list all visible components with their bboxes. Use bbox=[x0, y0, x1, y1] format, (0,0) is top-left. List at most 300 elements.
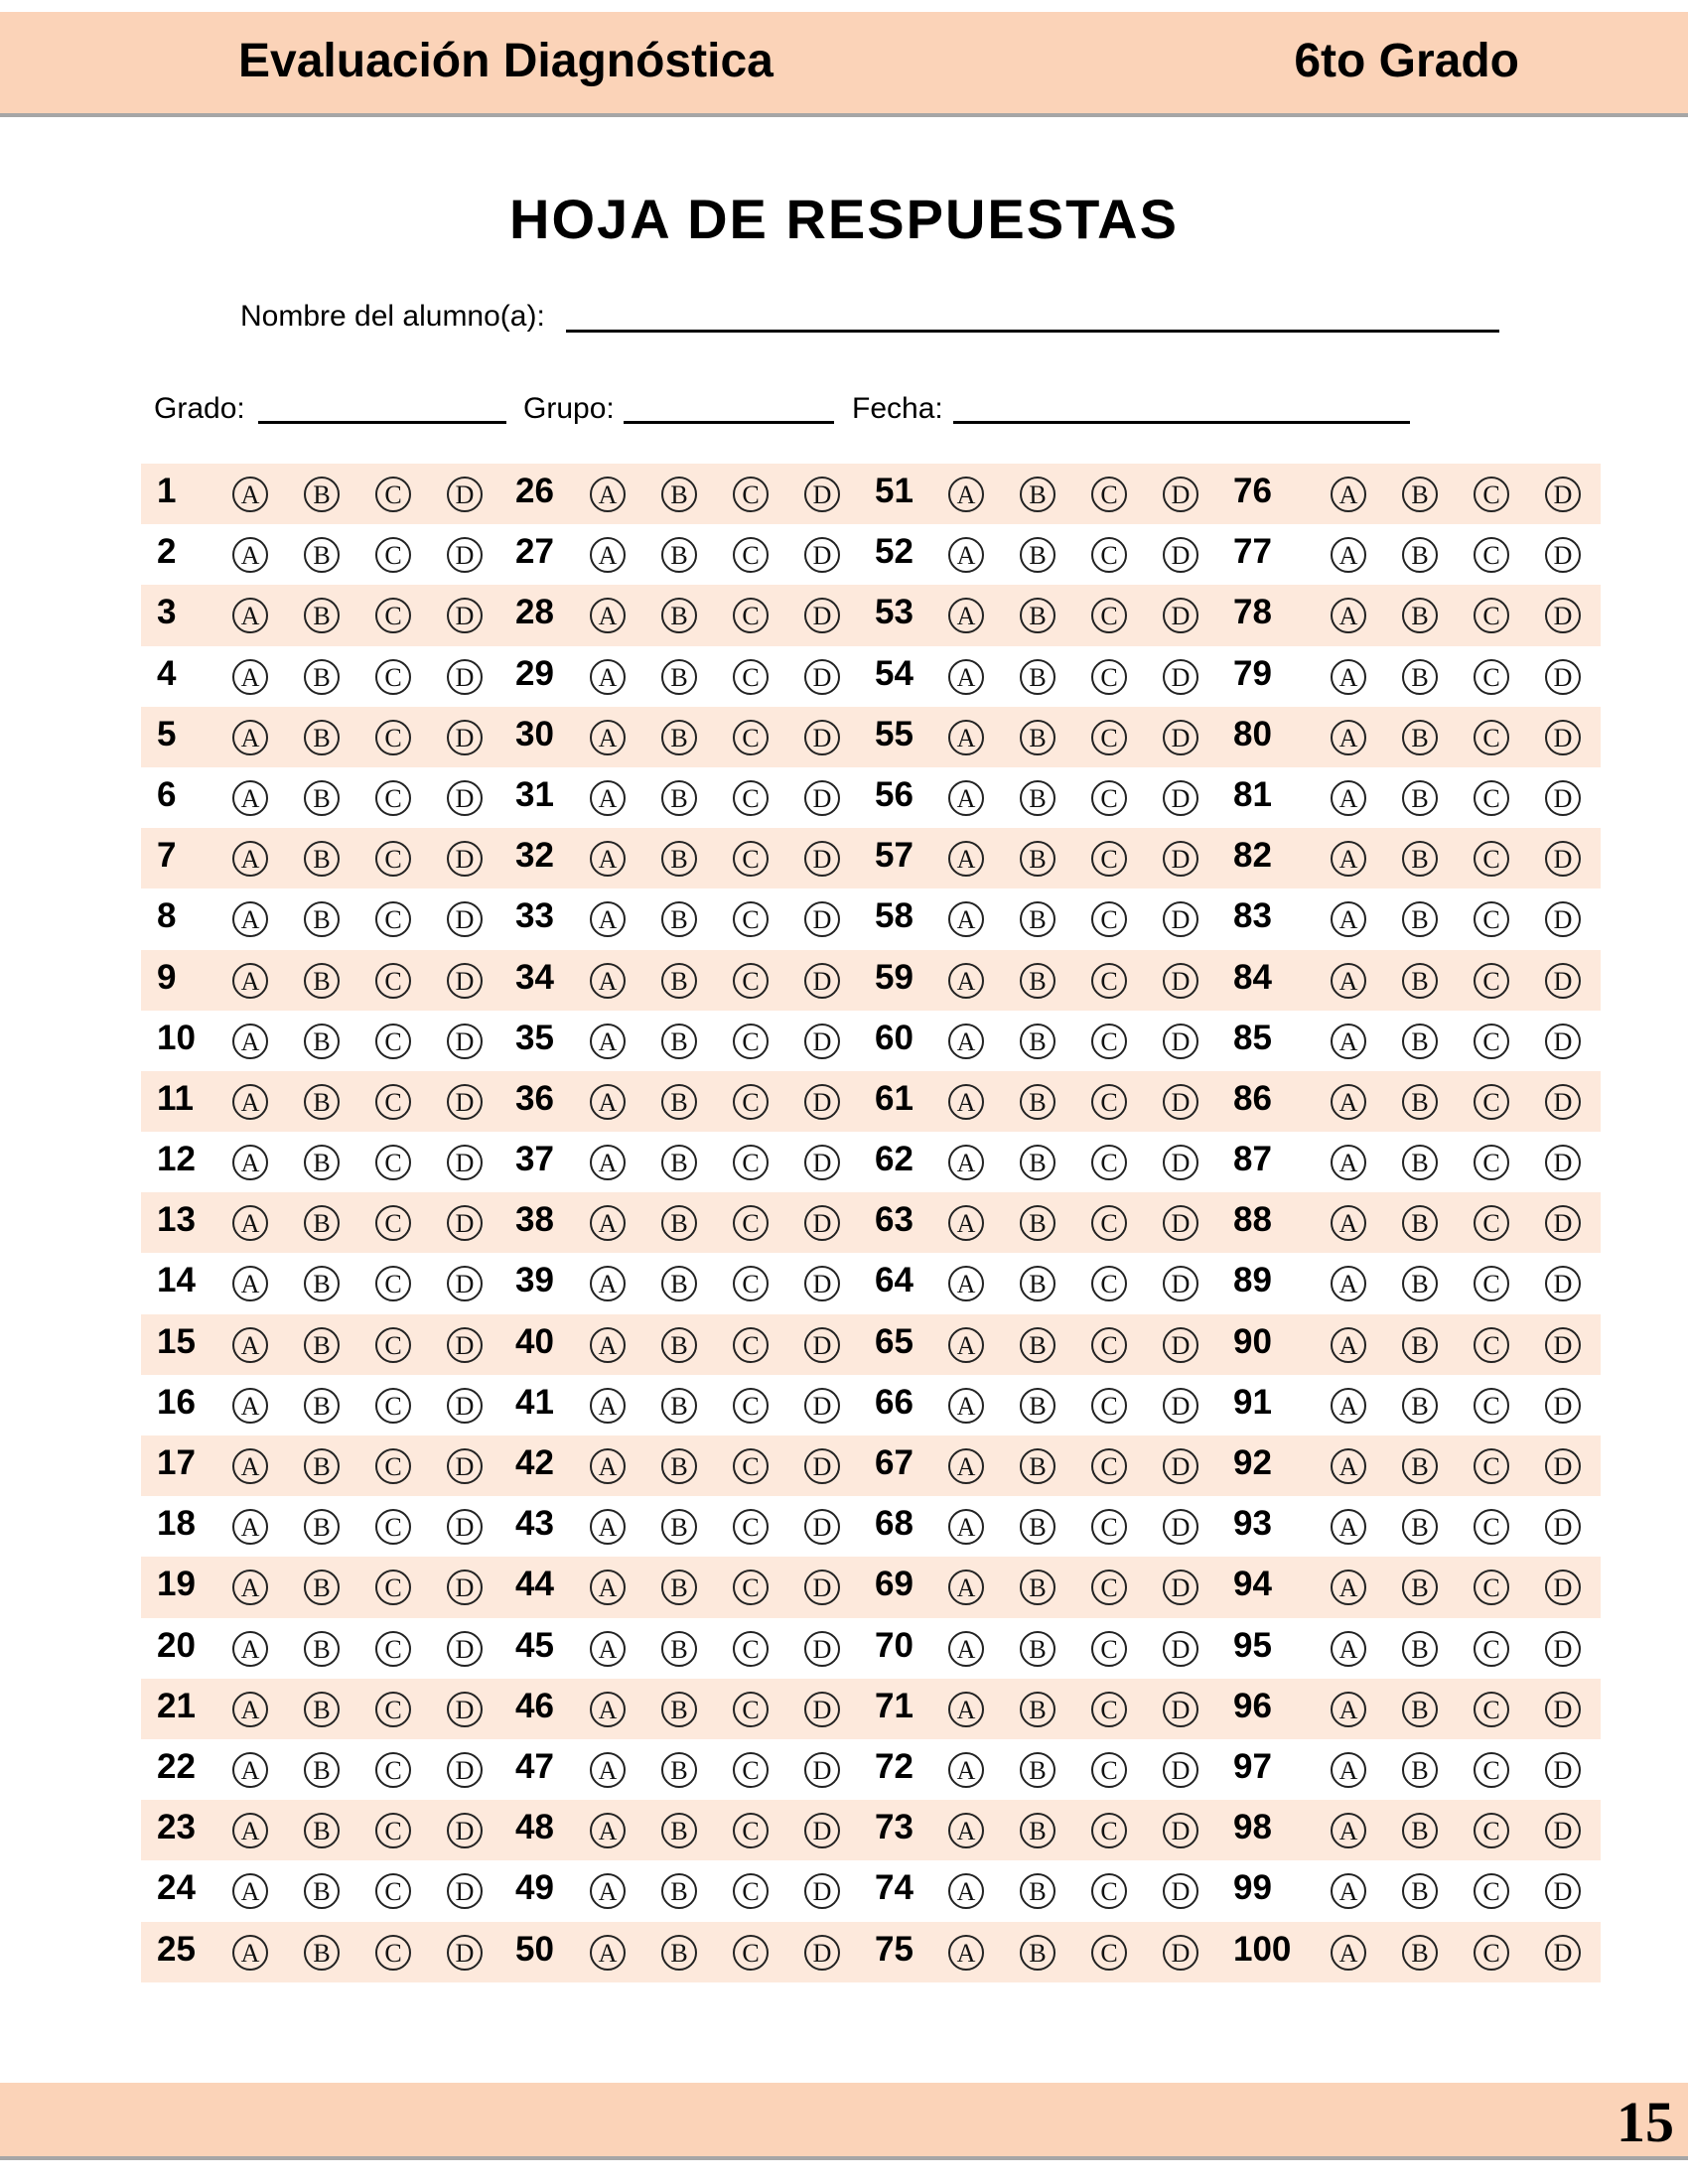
answer-bubble-c[interactable]: C bbox=[1474, 1752, 1509, 1788]
answer-bubble-d[interactable]: D bbox=[1545, 1024, 1581, 1059]
answer-bubble-a[interactable]: A bbox=[590, 1509, 626, 1545]
answer-bubble-a[interactable]: A bbox=[948, 963, 984, 999]
answer-bubble-d[interactable]: D bbox=[1545, 1205, 1581, 1241]
answer-bubble-a[interactable]: A bbox=[232, 901, 268, 937]
answer-bubble-c[interactable]: C bbox=[375, 1873, 411, 1909]
answer-bubble-c[interactable]: C bbox=[733, 1084, 769, 1120]
answer-bubble-a[interactable]: A bbox=[232, 1752, 268, 1788]
answer-bubble-b[interactable]: B bbox=[661, 780, 697, 816]
answer-bubble-b[interactable]: B bbox=[1402, 1813, 1438, 1848]
answer-bubble-a[interactable]: A bbox=[1331, 780, 1366, 816]
answer-bubble-b[interactable]: B bbox=[304, 1024, 340, 1059]
answer-bubble-d[interactable]: D bbox=[1163, 1631, 1198, 1667]
answer-bubble-c[interactable]: C bbox=[733, 1935, 769, 1971]
answer-bubble-a[interactable]: A bbox=[590, 1631, 626, 1667]
answer-bubble-c[interactable]: C bbox=[1474, 1873, 1509, 1909]
answer-bubble-b[interactable]: B bbox=[661, 1509, 697, 1545]
answer-bubble-a[interactable]: A bbox=[948, 1692, 984, 1727]
answer-bubble-b[interactable]: B bbox=[304, 1570, 340, 1605]
answer-bubble-a[interactable]: A bbox=[232, 1692, 268, 1727]
answer-bubble-b[interactable]: B bbox=[1402, 477, 1438, 512]
answer-bubble-b[interactable]: B bbox=[1020, 1266, 1055, 1301]
answer-bubble-c[interactable]: C bbox=[1091, 477, 1127, 512]
answer-bubble-b[interactable]: B bbox=[1402, 1692, 1438, 1727]
answer-bubble-d[interactable]: D bbox=[804, 1084, 840, 1120]
answer-bubble-c[interactable]: C bbox=[733, 1570, 769, 1605]
answer-bubble-a[interactable]: A bbox=[232, 1509, 268, 1545]
answer-bubble-c[interactable]: C bbox=[1474, 537, 1509, 573]
answer-bubble-a[interactable]: A bbox=[232, 1448, 268, 1484]
answer-bubble-d[interactable]: D bbox=[447, 1509, 483, 1545]
answer-bubble-c[interactable]: C bbox=[733, 1266, 769, 1301]
answer-bubble-d[interactable]: D bbox=[1545, 1873, 1581, 1909]
answer-bubble-c[interactable]: C bbox=[1091, 1388, 1127, 1424]
answer-bubble-c[interactable]: C bbox=[375, 1692, 411, 1727]
answer-bubble-b[interactable]: B bbox=[1020, 901, 1055, 937]
answer-bubble-a[interactable]: A bbox=[948, 1873, 984, 1909]
answer-bubble-c[interactable]: C bbox=[1474, 1084, 1509, 1120]
answer-bubble-d[interactable]: D bbox=[1545, 720, 1581, 755]
answer-bubble-b[interactable]: B bbox=[661, 1084, 697, 1120]
answer-bubble-b[interactable]: B bbox=[661, 1205, 697, 1241]
answer-bubble-a[interactable]: A bbox=[590, 1873, 626, 1909]
answer-bubble-a[interactable]: A bbox=[232, 841, 268, 877]
answer-bubble-d[interactable]: D bbox=[447, 1570, 483, 1605]
answer-bubble-a[interactable]: A bbox=[590, 659, 626, 695]
answer-bubble-c[interactable]: C bbox=[1091, 1752, 1127, 1788]
answer-bubble-b[interactable]: B bbox=[1402, 1448, 1438, 1484]
answer-bubble-c[interactable]: C bbox=[375, 1509, 411, 1545]
answer-bubble-a[interactable]: A bbox=[948, 1570, 984, 1605]
answer-bubble-b[interactable]: B bbox=[1020, 1024, 1055, 1059]
answer-bubble-d[interactable]: D bbox=[1163, 1145, 1198, 1180]
answer-bubble-d[interactable]: D bbox=[1163, 963, 1198, 999]
answer-bubble-a[interactable]: A bbox=[948, 1813, 984, 1848]
answer-bubble-a[interactable]: A bbox=[1331, 1692, 1366, 1727]
answer-bubble-c[interactable]: C bbox=[375, 720, 411, 755]
answer-bubble-a[interactable]: A bbox=[1331, 963, 1366, 999]
answer-bubble-a[interactable]: A bbox=[590, 1692, 626, 1727]
answer-bubble-d[interactable]: D bbox=[804, 1509, 840, 1545]
answer-bubble-c[interactable]: C bbox=[1474, 841, 1509, 877]
answer-bubble-a[interactable]: A bbox=[590, 598, 626, 633]
answer-bubble-a[interactable]: A bbox=[590, 841, 626, 877]
answer-bubble-d[interactable]: D bbox=[1163, 1327, 1198, 1363]
answer-bubble-c[interactable]: C bbox=[1091, 1327, 1127, 1363]
answer-bubble-b[interactable]: B bbox=[661, 1752, 697, 1788]
answer-bubble-c[interactable]: C bbox=[375, 1145, 411, 1180]
answer-bubble-c[interactable]: C bbox=[375, 1631, 411, 1667]
answer-bubble-a[interactable]: A bbox=[948, 659, 984, 695]
answer-bubble-b[interactable]: B bbox=[661, 659, 697, 695]
answer-bubble-c[interactable]: C bbox=[733, 1631, 769, 1667]
answer-bubble-b[interactable]: B bbox=[1402, 537, 1438, 573]
answer-bubble-b[interactable]: B bbox=[1402, 1873, 1438, 1909]
answer-bubble-d[interactable]: D bbox=[1163, 780, 1198, 816]
answer-bubble-c[interactable]: C bbox=[1474, 1631, 1509, 1667]
answer-bubble-a[interactable]: A bbox=[590, 1205, 626, 1241]
answer-bubble-a[interactable]: A bbox=[590, 1145, 626, 1180]
answer-bubble-b[interactable]: B bbox=[661, 720, 697, 755]
answer-bubble-c[interactable]: C bbox=[733, 1388, 769, 1424]
answer-bubble-c[interactable]: C bbox=[733, 963, 769, 999]
answer-bubble-b[interactable]: B bbox=[1402, 1266, 1438, 1301]
date-field[interactable] bbox=[953, 421, 1410, 424]
answer-bubble-d[interactable]: D bbox=[447, 537, 483, 573]
answer-bubble-c[interactable]: C bbox=[733, 1448, 769, 1484]
answer-bubble-d[interactable]: D bbox=[1545, 477, 1581, 512]
answer-bubble-a[interactable]: A bbox=[590, 1813, 626, 1848]
answer-bubble-d[interactable]: D bbox=[804, 1327, 840, 1363]
answer-bubble-c[interactable]: C bbox=[733, 1145, 769, 1180]
answer-bubble-b[interactable]: B bbox=[304, 780, 340, 816]
answer-bubble-d[interactable]: D bbox=[804, 901, 840, 937]
answer-bubble-a[interactable]: A bbox=[232, 1024, 268, 1059]
answer-bubble-d[interactable]: D bbox=[1163, 1873, 1198, 1909]
answer-bubble-c[interactable]: C bbox=[1474, 963, 1509, 999]
answer-bubble-a[interactable]: A bbox=[1331, 1327, 1366, 1363]
answer-bubble-c[interactable]: C bbox=[1474, 1692, 1509, 1727]
answer-bubble-d[interactable]: D bbox=[447, 1024, 483, 1059]
answer-bubble-a[interactable]: A bbox=[232, 1266, 268, 1301]
answer-bubble-b[interactable]: B bbox=[1020, 1692, 1055, 1727]
answer-bubble-c[interactable]: C bbox=[375, 1084, 411, 1120]
answer-bubble-a[interactable]: A bbox=[948, 537, 984, 573]
answer-bubble-d[interactable]: D bbox=[1545, 1145, 1581, 1180]
answer-bubble-d[interactable]: D bbox=[804, 537, 840, 573]
answer-bubble-b[interactable]: B bbox=[304, 1205, 340, 1241]
answer-bubble-a[interactable]: A bbox=[1331, 720, 1366, 755]
answer-bubble-c[interactable]: C bbox=[1091, 1509, 1127, 1545]
answer-bubble-c[interactable]: C bbox=[1474, 1024, 1509, 1059]
answer-bubble-a[interactable]: A bbox=[948, 1145, 984, 1180]
answer-bubble-b[interactable]: B bbox=[304, 1873, 340, 1909]
grade-field[interactable] bbox=[258, 421, 506, 424]
answer-bubble-a[interactable]: A bbox=[1331, 1448, 1366, 1484]
answer-bubble-a[interactable]: A bbox=[232, 1327, 268, 1363]
answer-bubble-b[interactable]: B bbox=[661, 1935, 697, 1971]
answer-bubble-d[interactable]: D bbox=[804, 1266, 840, 1301]
answer-bubble-c[interactable]: C bbox=[375, 841, 411, 877]
answer-bubble-b[interactable]: B bbox=[1020, 780, 1055, 816]
answer-bubble-a[interactable]: A bbox=[232, 537, 268, 573]
answer-bubble-b[interactable]: B bbox=[661, 1873, 697, 1909]
answer-bubble-a[interactable]: A bbox=[590, 1388, 626, 1424]
answer-bubble-b[interactable]: B bbox=[1402, 1631, 1438, 1667]
answer-bubble-c[interactable]: C bbox=[1474, 1145, 1509, 1180]
answer-bubble-d[interactable]: D bbox=[1545, 1084, 1581, 1120]
answer-bubble-b[interactable]: B bbox=[1020, 598, 1055, 633]
answer-bubble-c[interactable]: C bbox=[733, 1873, 769, 1909]
answer-bubble-c[interactable]: C bbox=[733, 598, 769, 633]
answer-bubble-a[interactable]: A bbox=[1331, 598, 1366, 633]
answer-bubble-d[interactable]: D bbox=[804, 841, 840, 877]
answer-bubble-b[interactable]: B bbox=[1402, 720, 1438, 755]
answer-bubble-d[interactable]: D bbox=[447, 1752, 483, 1788]
answer-bubble-d[interactable]: D bbox=[1163, 1266, 1198, 1301]
answer-bubble-c[interactable]: C bbox=[375, 477, 411, 512]
answer-bubble-c[interactable]: C bbox=[1091, 1570, 1127, 1605]
answer-bubble-c[interactable]: C bbox=[733, 1205, 769, 1241]
answer-bubble-a[interactable]: A bbox=[948, 780, 984, 816]
answer-bubble-b[interactable]: B bbox=[1020, 720, 1055, 755]
answer-bubble-a[interactable]: A bbox=[590, 720, 626, 755]
answer-bubble-d[interactable]: D bbox=[447, 1448, 483, 1484]
answer-bubble-b[interactable]: B bbox=[1402, 1327, 1438, 1363]
answer-bubble-c[interactable]: C bbox=[733, 659, 769, 695]
answer-bubble-c[interactable]: C bbox=[1091, 720, 1127, 755]
answer-bubble-d[interactable]: D bbox=[447, 1935, 483, 1971]
answer-bubble-d[interactable]: D bbox=[804, 1024, 840, 1059]
answer-bubble-a[interactable]: A bbox=[232, 659, 268, 695]
answer-bubble-c[interactable]: C bbox=[1091, 659, 1127, 695]
answer-bubble-d[interactable]: D bbox=[447, 1873, 483, 1909]
answer-bubble-b[interactable]: B bbox=[304, 1448, 340, 1484]
answer-bubble-c[interactable]: C bbox=[375, 1327, 411, 1363]
answer-bubble-b[interactable]: B bbox=[304, 1145, 340, 1180]
answer-bubble-a[interactable]: A bbox=[1331, 1205, 1366, 1241]
answer-bubble-d[interactable]: D bbox=[447, 1813, 483, 1848]
answer-bubble-a[interactable]: A bbox=[948, 1935, 984, 1971]
answer-bubble-a[interactable]: A bbox=[1331, 841, 1366, 877]
answer-bubble-d[interactable]: D bbox=[804, 720, 840, 755]
answer-bubble-b[interactable]: B bbox=[304, 1327, 340, 1363]
answer-bubble-a[interactable]: A bbox=[948, 1752, 984, 1788]
answer-bubble-c[interactable]: C bbox=[1091, 1024, 1127, 1059]
answer-bubble-c[interactable]: C bbox=[1091, 1448, 1127, 1484]
answer-bubble-d[interactable]: D bbox=[447, 1631, 483, 1667]
answer-bubble-b[interactable]: B bbox=[304, 1631, 340, 1667]
student-name-field[interactable] bbox=[566, 330, 1499, 333]
answer-bubble-b[interactable]: B bbox=[1020, 1935, 1055, 1971]
answer-bubble-c[interactable]: C bbox=[733, 901, 769, 937]
answer-bubble-a[interactable]: A bbox=[590, 477, 626, 512]
answer-bubble-d[interactable]: D bbox=[1545, 963, 1581, 999]
answer-bubble-c[interactable]: C bbox=[733, 841, 769, 877]
answer-bubble-a[interactable]: A bbox=[232, 1205, 268, 1241]
answer-bubble-a[interactable]: A bbox=[232, 1935, 268, 1971]
answer-bubble-b[interactable]: B bbox=[1402, 1205, 1438, 1241]
answer-bubble-a[interactable]: A bbox=[232, 1084, 268, 1120]
answer-bubble-a[interactable]: A bbox=[948, 1631, 984, 1667]
answer-bubble-c[interactable]: C bbox=[1091, 1266, 1127, 1301]
answer-bubble-d[interactable]: D bbox=[1163, 1024, 1198, 1059]
answer-bubble-a[interactable]: A bbox=[948, 1024, 984, 1059]
answer-bubble-c[interactable]: C bbox=[1091, 901, 1127, 937]
answer-bubble-a[interactable]: A bbox=[948, 1509, 984, 1545]
answer-bubble-d[interactable]: D bbox=[1545, 1509, 1581, 1545]
answer-bubble-d[interactable]: D bbox=[1163, 1205, 1198, 1241]
answer-bubble-b[interactable]: B bbox=[304, 963, 340, 999]
answer-bubble-d[interactable]: D bbox=[447, 963, 483, 999]
answer-bubble-d[interactable]: D bbox=[1163, 598, 1198, 633]
answer-bubble-b[interactable]: B bbox=[304, 841, 340, 877]
answer-bubble-d[interactable]: D bbox=[804, 1205, 840, 1241]
answer-bubble-c[interactable]: C bbox=[733, 1327, 769, 1363]
answer-bubble-b[interactable]: B bbox=[1020, 1813, 1055, 1848]
answer-bubble-a[interactable]: A bbox=[232, 1813, 268, 1848]
answer-bubble-c[interactable]: C bbox=[1474, 1509, 1509, 1545]
answer-bubble-a[interactable]: A bbox=[590, 537, 626, 573]
answer-bubble-a[interactable]: A bbox=[590, 1570, 626, 1605]
answer-bubble-d[interactable]: D bbox=[804, 1631, 840, 1667]
answer-bubble-b[interactable]: B bbox=[1402, 1388, 1438, 1424]
answer-bubble-b[interactable]: B bbox=[304, 598, 340, 633]
answer-bubble-d[interactable]: D bbox=[447, 780, 483, 816]
answer-bubble-b[interactable]: B bbox=[1020, 659, 1055, 695]
answer-bubble-d[interactable]: D bbox=[447, 477, 483, 512]
answer-bubble-d[interactable]: D bbox=[1163, 1752, 1198, 1788]
answer-bubble-c[interactable]: C bbox=[1474, 477, 1509, 512]
answer-bubble-c[interactable]: C bbox=[1474, 780, 1509, 816]
answer-bubble-a[interactable]: A bbox=[1331, 1873, 1366, 1909]
answer-bubble-d[interactable]: D bbox=[1163, 1813, 1198, 1848]
answer-bubble-d[interactable]: D bbox=[1545, 1752, 1581, 1788]
answer-bubble-d[interactable]: D bbox=[804, 963, 840, 999]
answer-bubble-b[interactable]: B bbox=[1020, 1145, 1055, 1180]
answer-bubble-c[interactable]: C bbox=[1474, 1327, 1509, 1363]
answer-bubble-c[interactable]: C bbox=[1474, 1935, 1509, 1971]
answer-bubble-d[interactable]: D bbox=[1545, 1570, 1581, 1605]
answer-bubble-d[interactable]: D bbox=[1545, 1266, 1581, 1301]
answer-bubble-b[interactable]: B bbox=[661, 1388, 697, 1424]
answer-bubble-a[interactable]: A bbox=[590, 1448, 626, 1484]
answer-bubble-c[interactable]: C bbox=[375, 1266, 411, 1301]
answer-bubble-b[interactable]: B bbox=[661, 1024, 697, 1059]
answer-bubble-b[interactable]: B bbox=[661, 963, 697, 999]
answer-bubble-d[interactable]: D bbox=[1545, 1935, 1581, 1971]
answer-bubble-c[interactable]: C bbox=[733, 477, 769, 512]
answer-bubble-b[interactable]: B bbox=[1020, 1570, 1055, 1605]
answer-bubble-b[interactable]: B bbox=[304, 1388, 340, 1424]
answer-bubble-b[interactable]: B bbox=[1020, 1752, 1055, 1788]
answer-bubble-c[interactable]: C bbox=[733, 537, 769, 573]
answer-bubble-a[interactable]: A bbox=[590, 1935, 626, 1971]
answer-bubble-b[interactable]: B bbox=[661, 1813, 697, 1848]
answer-bubble-b[interactable]: B bbox=[304, 477, 340, 512]
answer-bubble-d[interactable]: D bbox=[1163, 720, 1198, 755]
answer-bubble-b[interactable]: B bbox=[661, 1327, 697, 1363]
answer-bubble-b[interactable]: B bbox=[1020, 537, 1055, 573]
answer-bubble-a[interactable]: A bbox=[1331, 1935, 1366, 1971]
answer-bubble-c[interactable]: C bbox=[1474, 1266, 1509, 1301]
answer-bubble-a[interactable]: A bbox=[232, 1570, 268, 1605]
answer-bubble-d[interactable]: D bbox=[447, 1692, 483, 1727]
answer-bubble-c[interactable]: C bbox=[1474, 720, 1509, 755]
answer-bubble-b[interactable]: B bbox=[1402, 1570, 1438, 1605]
answer-bubble-c[interactable]: C bbox=[1474, 1813, 1509, 1848]
answer-bubble-a[interactable]: A bbox=[948, 1388, 984, 1424]
answer-bubble-b[interactable]: B bbox=[304, 1084, 340, 1120]
answer-bubble-c[interactable]: C bbox=[375, 780, 411, 816]
answer-bubble-c[interactable]: C bbox=[1091, 1935, 1127, 1971]
answer-bubble-a[interactable]: A bbox=[232, 598, 268, 633]
answer-bubble-d[interactable]: D bbox=[1163, 537, 1198, 573]
answer-bubble-c[interactable]: C bbox=[1091, 1145, 1127, 1180]
answer-bubble-d[interactable]: D bbox=[447, 1388, 483, 1424]
answer-bubble-b[interactable]: B bbox=[661, 477, 697, 512]
answer-bubble-b[interactable]: B bbox=[304, 1752, 340, 1788]
answer-bubble-a[interactable]: A bbox=[1331, 1570, 1366, 1605]
answer-bubble-d[interactable]: D bbox=[1545, 1388, 1581, 1424]
answer-bubble-a[interactable]: A bbox=[948, 901, 984, 937]
answer-bubble-c[interactable]: C bbox=[375, 1570, 411, 1605]
answer-bubble-c[interactable]: C bbox=[733, 1024, 769, 1059]
answer-bubble-c[interactable]: C bbox=[1474, 598, 1509, 633]
answer-bubble-c[interactable]: C bbox=[1091, 1813, 1127, 1848]
answer-bubble-a[interactable]: A bbox=[1331, 1752, 1366, 1788]
answer-bubble-a[interactable]: A bbox=[1331, 477, 1366, 512]
answer-bubble-c[interactable]: C bbox=[375, 1205, 411, 1241]
answer-bubble-d[interactable]: D bbox=[1163, 1509, 1198, 1545]
answer-bubble-b[interactable]: B bbox=[1402, 1752, 1438, 1788]
answer-bubble-c[interactable]: C bbox=[733, 1692, 769, 1727]
answer-bubble-d[interactable]: D bbox=[447, 841, 483, 877]
answer-bubble-c[interactable]: C bbox=[1474, 1448, 1509, 1484]
answer-bubble-d[interactable]: D bbox=[804, 659, 840, 695]
answer-bubble-b[interactable]: B bbox=[1402, 901, 1438, 937]
answer-bubble-b[interactable]: B bbox=[661, 1145, 697, 1180]
answer-bubble-b[interactable]: B bbox=[1402, 963, 1438, 999]
answer-bubble-b[interactable]: B bbox=[661, 1692, 697, 1727]
answer-bubble-d[interactable]: D bbox=[804, 780, 840, 816]
answer-bubble-d[interactable]: D bbox=[804, 477, 840, 512]
answer-bubble-a[interactable]: A bbox=[1331, 1266, 1366, 1301]
answer-bubble-a[interactable]: A bbox=[590, 1752, 626, 1788]
answer-bubble-d[interactable]: D bbox=[1545, 659, 1581, 695]
answer-bubble-a[interactable]: A bbox=[232, 780, 268, 816]
answer-bubble-a[interactable]: A bbox=[232, 477, 268, 512]
answer-bubble-b[interactable]: B bbox=[1020, 1873, 1055, 1909]
answer-bubble-c[interactable]: C bbox=[375, 1752, 411, 1788]
answer-bubble-c[interactable]: C bbox=[375, 1935, 411, 1971]
answer-bubble-b[interactable]: B bbox=[661, 537, 697, 573]
answer-bubble-d[interactable]: D bbox=[1545, 1448, 1581, 1484]
answer-bubble-b[interactable]: B bbox=[1402, 1024, 1438, 1059]
answer-bubble-a[interactable]: A bbox=[232, 963, 268, 999]
answer-bubble-c[interactable]: C bbox=[375, 901, 411, 937]
answer-bubble-b[interactable]: B bbox=[1020, 1448, 1055, 1484]
answer-bubble-d[interactable]: D bbox=[1545, 537, 1581, 573]
answer-bubble-a[interactable]: A bbox=[1331, 537, 1366, 573]
answer-bubble-c[interactable]: C bbox=[375, 598, 411, 633]
answer-bubble-a[interactable]: A bbox=[1331, 1813, 1366, 1848]
answer-bubble-a[interactable]: A bbox=[948, 720, 984, 755]
answer-bubble-b[interactable]: B bbox=[304, 720, 340, 755]
answer-bubble-a[interactable]: A bbox=[948, 598, 984, 633]
answer-bubble-b[interactable]: B bbox=[1020, 1084, 1055, 1120]
answer-bubble-a[interactable]: A bbox=[590, 1266, 626, 1301]
answer-bubble-d[interactable]: D bbox=[804, 1448, 840, 1484]
answer-bubble-c[interactable]: C bbox=[733, 780, 769, 816]
answer-bubble-c[interactable]: C bbox=[1091, 598, 1127, 633]
answer-bubble-d[interactable]: D bbox=[1163, 841, 1198, 877]
answer-bubble-a[interactable]: A bbox=[590, 780, 626, 816]
answer-bubble-c[interactable]: C bbox=[1474, 1205, 1509, 1241]
answer-bubble-a[interactable]: A bbox=[590, 1084, 626, 1120]
answer-bubble-d[interactable]: D bbox=[447, 1266, 483, 1301]
answer-bubble-b[interactable]: B bbox=[661, 841, 697, 877]
answer-bubble-a[interactable]: A bbox=[1331, 659, 1366, 695]
answer-bubble-b[interactable]: B bbox=[661, 598, 697, 633]
answer-bubble-c[interactable]: C bbox=[1091, 780, 1127, 816]
answer-bubble-a[interactable]: A bbox=[948, 1266, 984, 1301]
answer-bubble-b[interactable]: B bbox=[304, 1813, 340, 1848]
answer-bubble-a[interactable]: A bbox=[232, 1873, 268, 1909]
answer-bubble-a[interactable]: A bbox=[232, 1145, 268, 1180]
answer-bubble-b[interactable]: B bbox=[1020, 1388, 1055, 1424]
answer-bubble-b[interactable]: B bbox=[661, 1631, 697, 1667]
